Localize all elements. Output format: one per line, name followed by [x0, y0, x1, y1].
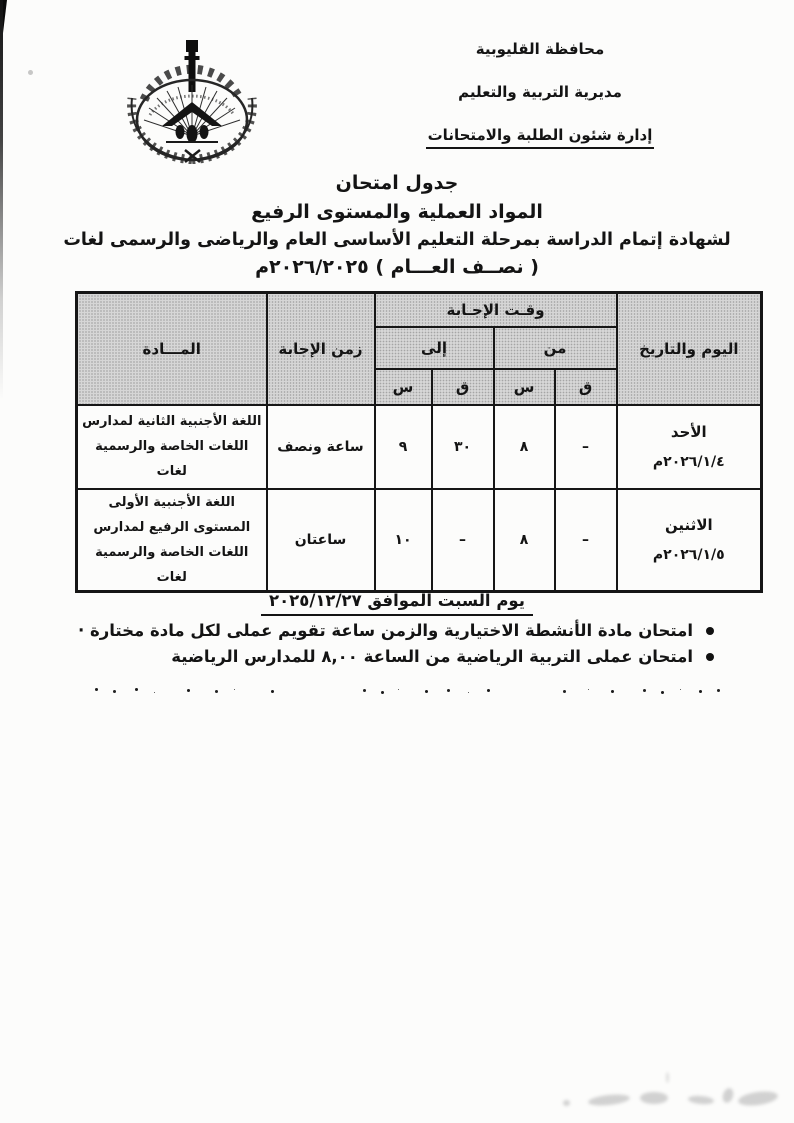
notes-list — [70, 621, 714, 673]
header-day-date: اليوم والتاريخ — [617, 293, 762, 405]
bullet-icon — [706, 627, 714, 635]
from-minutes-cell: – — [555, 405, 617, 489]
governorate-name: محافظة القليوبية — [475, 40, 605, 58]
day-name: الأحد — [670, 423, 707, 441]
to-hours-cell: ٩ — [375, 405, 432, 489]
subject-line: اللغة الأجنبية الثانية لمدارس — [82, 414, 262, 429]
to-hours-cell: ١٠ — [375, 489, 432, 592]
title-exam-schedule: جدول امتحان — [335, 172, 459, 194]
scan-smudge — [588, 1093, 631, 1107]
from-hours-cell: ٨ — [494, 405, 555, 489]
from-minutes-cell: – — [555, 489, 617, 592]
note-item — [70, 621, 714, 640]
saturday-note-heading: يوم السبت الموافق ٢٠٢٥/١٢/٢٧ — [261, 591, 533, 616]
subject-line: اللغات الخاصة والرسمية لغات — [95, 439, 249, 479]
note-text: امتحان مادة الأنشطة الاختيارية والزمن ساعة تقويم عملى لكل مادة مختارة · — [77, 621, 693, 640]
administration-name: إدارة شئون الطلبة والامتحانات — [426, 126, 655, 149]
header-from-hours: س — [494, 369, 555, 405]
education-ministry-emblem-icon — [116, 40, 268, 164]
faded-text-remnants — [95, 688, 98, 691]
scan-smudge — [688, 1095, 715, 1105]
subject-cell — [77, 489, 267, 592]
day-date: ٢٠٢٦/١/٤م — [652, 454, 725, 470]
subject-line: المستوى الرفيع لمدارس — [93, 519, 251, 535]
note-text: امتحان عملى التربية الرياضية من الساعة ٨,٠٠ للمدارس الرياضية — [171, 647, 693, 666]
subject-line: اللغات الخاصة والرسمية لغات — [95, 544, 249, 585]
note-item — [70, 647, 714, 666]
scan-smudge — [737, 1089, 778, 1107]
day-date-cell — [617, 405, 762, 489]
subject-line: اللغة الأجنبية الأولى — [108, 494, 235, 510]
subject-cell — [77, 405, 267, 489]
duration-cell: ساعتان — [267, 489, 375, 592]
scan-smudge — [666, 1072, 669, 1083]
header-from-minutes: ق — [555, 369, 617, 405]
directorate-name: مديرية التربية والتعليم — [458, 83, 622, 101]
to-minutes-cell: – — [432, 489, 494, 592]
header-to: إلى — [375, 327, 494, 369]
title-subjects: المواد العملية والمستوى الرفيع — [251, 201, 543, 223]
table-row — [77, 489, 762, 592]
agency-header — [415, 40, 665, 174]
day-date-cell — [617, 489, 762, 592]
header-subject: المـــادة — [77, 293, 267, 405]
header-to-minutes: ق — [432, 369, 494, 405]
title-certificate: لشهادة إتمام الدراسة بمرحلة التعليم الأساسى العام والرياضى والرسمى لغات — [63, 230, 731, 250]
scan-smudge — [640, 1092, 668, 1104]
title-term-year: ( نصــف العـــام ) ٢٠٢٦/٢٠٢٥م — [255, 256, 539, 278]
duration-cell: ساعة ونصف — [267, 405, 375, 489]
header-duration: زمن الإجابة — [267, 293, 375, 405]
exam-schedule-table — [75, 291, 763, 593]
scan-smudge — [563, 1100, 570, 1106]
document-title-block — [0, 172, 794, 278]
scan-speck — [28, 70, 33, 75]
day-name: الاثنين — [664, 516, 713, 534]
header-to-hours: س — [375, 369, 432, 405]
scan-smudge — [721, 1087, 735, 1104]
to-minutes-cell: ٣٠ — [432, 405, 494, 489]
header-from: من — [494, 327, 617, 369]
table-row — [77, 405, 762, 489]
day-date: ٢٠٢٦/١/٥م — [652, 547, 725, 563]
from-hours-cell: ٨ — [494, 489, 555, 592]
bullet-icon — [706, 653, 714, 661]
header-answer-time: وقـت الإجـابة — [375, 293, 617, 327]
